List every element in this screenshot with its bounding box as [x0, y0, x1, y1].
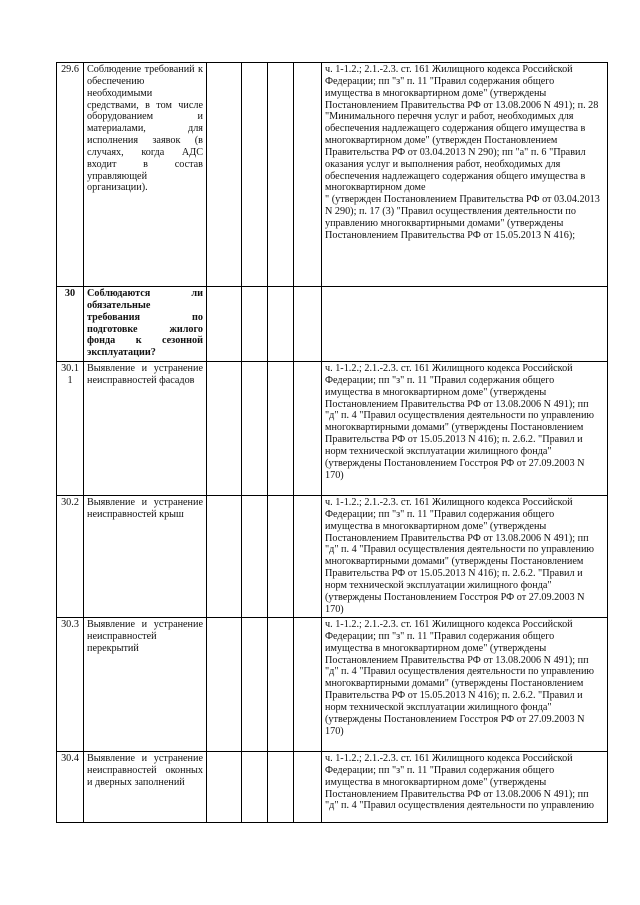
item-number: 30 — [64, 288, 76, 299]
answer-yes-cell — [207, 618, 242, 752]
item-number: 30.4 — [61, 753, 79, 764]
answer-na-cell — [268, 618, 294, 752]
legal-reference-text: ч. 1-1.2.; 2.1.-2.3. ст. 161 Жилищного кодекса Российской Федерации; пп "з" п. 11 "Правил содержания общего имущества в многоквартирном доме" (утверждены Постановлением Правительства РФ от 13.08.2006 N 491); пп "д" п. 4 "Правил осуществления деятельности по управлению многоквартирными домами" (утверждены Постановлением Правительства РФ от 15.05.2013 N 416); п. 2.6.2. "Правил и норм технической эксплуатации жилищного фонда" (утверждены Постановлением Госстроя РФ от 27.09.2003 N 170) — [322, 362, 608, 496]
answer-na-cell — [268, 362, 294, 496]
answer-na-cell — [268, 752, 294, 823]
item-number: 30.2 — [61, 497, 79, 508]
legal-reference-text — [322, 287, 608, 362]
answer-no-cell — [242, 496, 268, 618]
requirement-text: Выявление и устранение неисправностей перекрытий — [84, 618, 207, 752]
item-number: 30.3 — [61, 619, 79, 630]
table-row — [57, 362, 608, 496]
answer-no-cell — [242, 362, 268, 496]
item-number: 29.6 — [61, 64, 79, 75]
item-number-cell — [57, 496, 84, 618]
answer-no-cell — [242, 618, 268, 752]
requirement-text: Выявление и устранение неисправностей оконных и дверных заполнений — [84, 752, 207, 823]
table-row — [57, 63, 608, 287]
requirement-text: Соблюдаются ли обязательные требования по подготовке жилого фонда к сезонной эксплуатации? — [84, 287, 207, 362]
answer-yes-cell — [207, 287, 242, 362]
answer-yes-cell — [207, 496, 242, 618]
answer-na-cell — [268, 287, 294, 362]
answer-yes-cell — [207, 63, 242, 287]
item-number-cell — [57, 287, 84, 362]
requirement-text: Выявление и устранение неисправностей крыш — [84, 496, 207, 618]
answer-note-cell — [294, 287, 322, 362]
item-number-cell — [57, 618, 84, 752]
answer-note-cell — [294, 362, 322, 496]
table-row — [57, 618, 608, 752]
item-number: 30.1 1 — [61, 363, 79, 386]
answer-na-cell — [268, 63, 294, 287]
answer-note-cell — [294, 63, 322, 287]
item-number-cell — [57, 362, 84, 496]
answer-note-cell — [294, 618, 322, 752]
item-number-cell — [57, 752, 84, 823]
legal-reference-text: ч. 1-1.2.; 2.1.-2.3. ст. 161 Жилищного кодекса Российской Федерации; пп "з" п. 11 "Правил содержания общего имущества в многоквартирном доме" (утверждены Постановлением Правительства РФ от 13.08.2006 N 491); п. 28 "Минимального перечня услуг и работ, необходимых для обеспечения надлежащего содержания общего имущества в многоквартирном доме" (утвержден Постановлением Правительства РФ от 03.04.2013 N 290); пп "а" п. 6 "Правил оказания услуг и выполнения работ, необходимых для обеспечения надлежащего содержания общего имущества в многоквартирном доме " (утвержден Постановлением Правительства РФ от 03.04.2013 N 290); п. 17 (3) "Правил осуществления деятельности по управлению многоквартирными домами" (утверждены Постановлением Правительства РФ от 15.05.2013 N 416); — [322, 63, 608, 287]
answer-note-cell — [294, 752, 322, 823]
table-row — [57, 752, 608, 823]
legal-reference-text: ч. 1-1.2.; 2.1.-2.3. ст. 161 Жилищного кодекса Российской Федерации; пп "з" п. 11 "Правил содержания общего имущества в многоквартирном доме" (утверждены Постановлением Правительства РФ от 13.08.2006 N 491); пп "д" п. 4 "Правил осуществления деятельности по управлению — [322, 752, 608, 823]
answer-note-cell — [294, 496, 322, 618]
answer-na-cell — [268, 496, 294, 618]
legal-reference-text: ч. 1-1.2.; 2.1.-2.3. ст. 161 Жилищного кодекса Российской Федерации; пп "з" п. 11 "Правил содержания общего имущества в многоквартирном доме" (утверждены Постановлением Правительства РФ от 13.08.2006 N 491); пп "д" п. 4 "Правил осуществления деятельности по управлению многоквартирными домами" (утверждены Постановлением Правительства РФ от 15.05.2013 N 416); п. 2.6.2. "Правил и норм технической эксплуатации жилищного фонда" (утверждены Постановлением Госстроя РФ от 27.09.2003 N 170) — [322, 496, 608, 618]
answer-yes-cell — [207, 362, 242, 496]
answer-no-cell — [242, 752, 268, 823]
table-row — [57, 287, 608, 362]
table-row — [57, 496, 608, 618]
inspection-checklist-table — [56, 62, 608, 823]
answer-no-cell — [242, 287, 268, 362]
answer-no-cell — [242, 63, 268, 287]
legal-reference-text: ч. 1-1.2.; 2.1.-2.3. ст. 161 Жилищного кодекса Российской Федерации; пп "з" п. 11 "Правил содержания общего имущества в многоквартирном доме" (утверждены Постановлением Правительства РФ от 13.08.2006 N 491); пп "д" п. 4 "Правил осуществления деятельности по управлению многоквартирными домами" (утверждены Постановлением Правительства РФ от 15.05.2013 N 416); п. 2.6.2. "Правил и норм технической эксплуатации жилищного фонда" (утверждены Постановлением Госстроя РФ от 27.09.2003 N 170) — [322, 618, 608, 752]
item-number-cell — [57, 63, 84, 287]
answer-yes-cell — [207, 752, 242, 823]
requirement-text: Выявление и устранение неисправностей фасадов — [84, 362, 207, 496]
requirement-text: Соблюдение требований к обеспечению необходимыми средствами, в том числе оборудованием и материалами, для исполнения заявок (в случаях, когда АДС входит в состав управляющей организации). — [84, 63, 207, 287]
